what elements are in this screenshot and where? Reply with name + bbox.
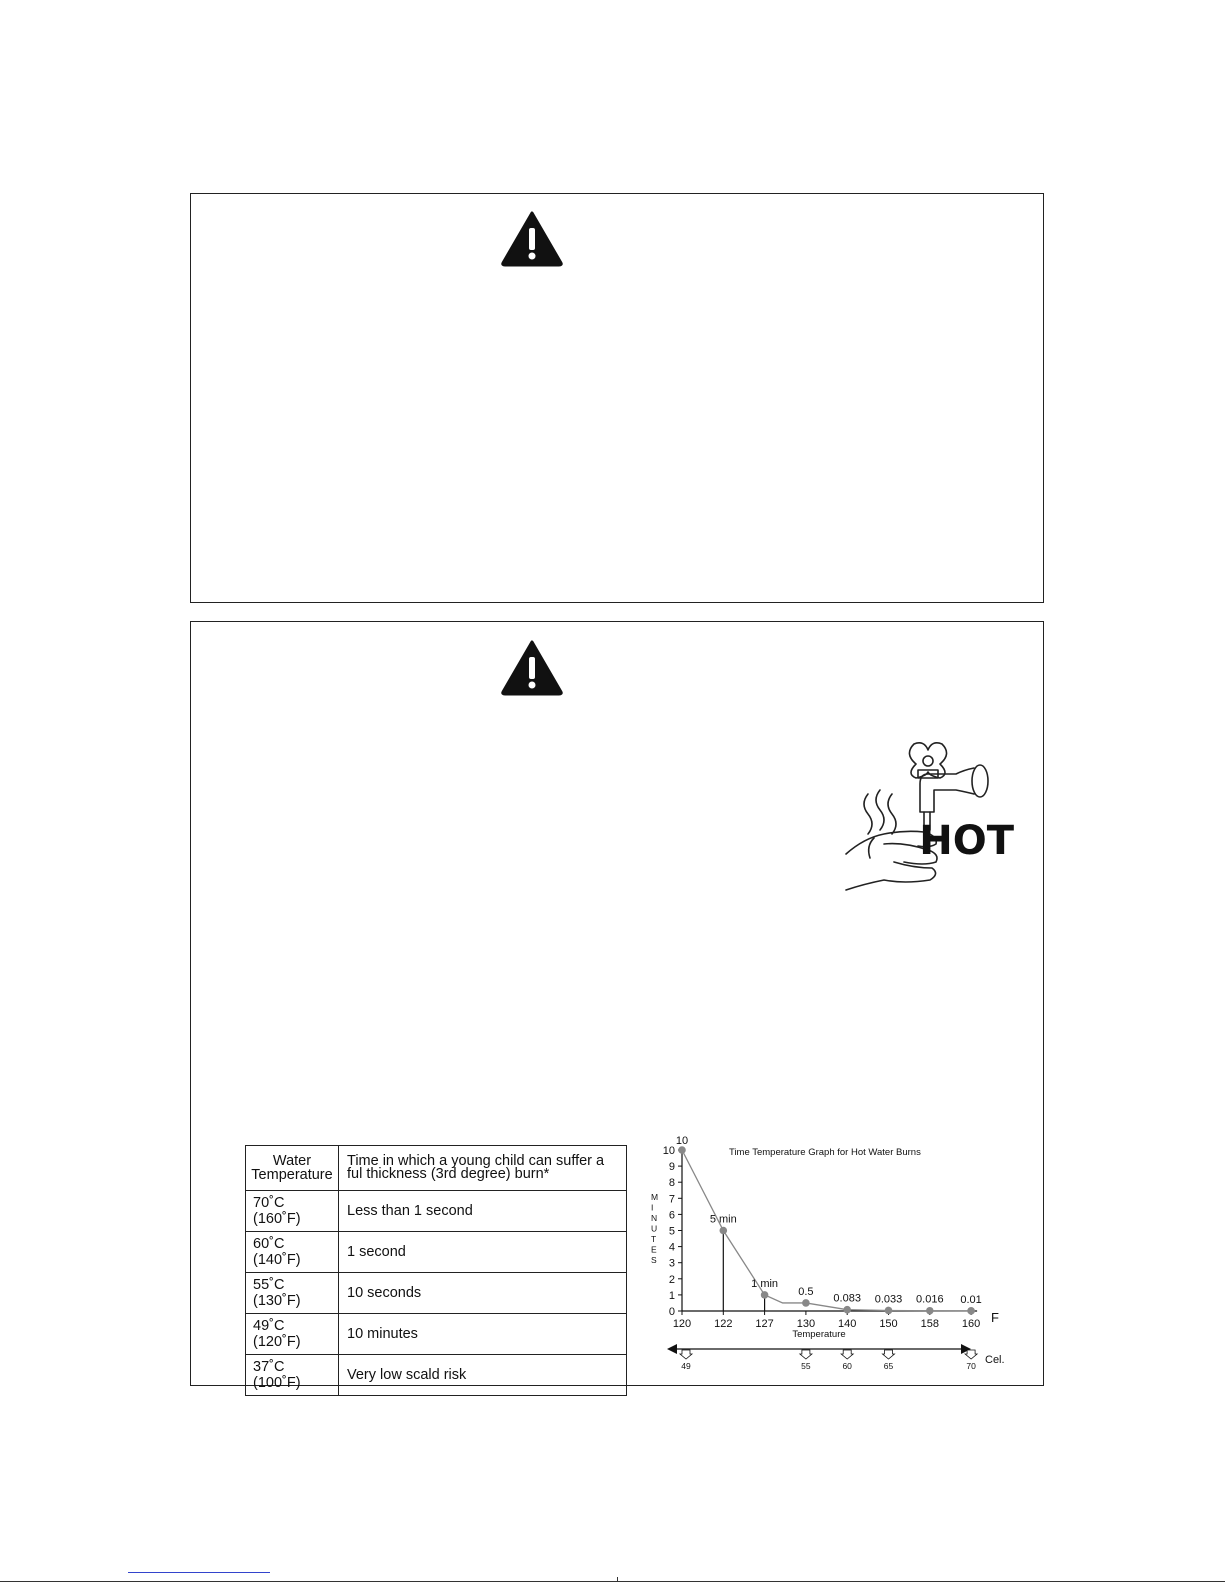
table-cell-temp: 37˚C (100˚F)	[246, 1355, 339, 1396]
table-cell-temp: 70˚C (160˚F)	[246, 1191, 339, 1232]
x-axis-label: Temperature	[792, 1329, 846, 1340]
x-tick-label: 122	[714, 1318, 733, 1330]
warning-triangle-icon	[501, 211, 563, 267]
celsius-tick-arrow	[800, 1350, 812, 1359]
data-point	[843, 1306, 851, 1314]
table-cell-time: Less than 1 second	[339, 1191, 627, 1232]
warning-panel-bottom	[190, 621, 1044, 1391]
celsius-tick-label: 55	[801, 1361, 811, 1371]
y-axis-label-letter: N	[651, 1213, 658, 1223]
y-axis-label-letter: I	[651, 1202, 654, 1213]
table-row	[246, 1355, 627, 1396]
table-cell-temp: 60˚C (140˚F)	[246, 1232, 339, 1273]
celsius-tick-label: 70	[966, 1361, 976, 1371]
data-point	[885, 1307, 893, 1315]
data-label: 0.033	[874, 1293, 903, 1306]
data-label: 1 min	[751, 1277, 779, 1290]
data-label: 0.083	[833, 1292, 861, 1305]
table-cell-temp: 49˚C (120˚F)	[246, 1314, 339, 1355]
data-point	[761, 1291, 769, 1299]
data-label: 10	[675, 1135, 689, 1147]
data-label: 0.5	[798, 1285, 814, 1298]
warning-triangle-icon	[501, 640, 563, 696]
x-tick-label: 160	[961, 1318, 981, 1330]
data-point	[678, 1146, 686, 1154]
table-row	[246, 1232, 627, 1273]
hot-label: HOT	[919, 818, 1014, 864]
celsius-tick-arrow	[883, 1350, 895, 1359]
y-axis-label	[651, 1192, 658, 1265]
celsius-tick-label: 49	[681, 1361, 691, 1371]
x-axis-unit: F	[991, 1310, 999, 1325]
y-tick-label: 1	[668, 1289, 675, 1302]
y-tick-label: 8	[668, 1177, 675, 1190]
celsius-tick-label: 60	[842, 1361, 852, 1371]
y-tick-label: 7	[668, 1193, 675, 1206]
burn-time-table	[245, 1145, 627, 1396]
y-tick-label: 0	[668, 1306, 675, 1318]
table-header-row	[246, 1146, 627, 1191]
table-header-water-temperature: Water Temperature	[246, 1146, 339, 1191]
x-tick-label: 158	[920, 1318, 939, 1330]
table-cell-temp: 55˚C (130˚F)	[246, 1273, 339, 1314]
data-label: 5 min	[709, 1213, 737, 1226]
warning-panel-top	[190, 193, 1044, 603]
chart-title: Time Temperature Graph for Hot Water Burns	[729, 1147, 921, 1158]
table-row	[246, 1273, 627, 1314]
data-point	[802, 1299, 810, 1307]
celsius-tick-label: 65	[883, 1361, 894, 1371]
hot-water-faucet-illustration	[844, 734, 1016, 894]
celsius-tick-arrow	[965, 1350, 977, 1359]
y-tick-label: 2	[668, 1273, 675, 1286]
celsius-arrow-left	[667, 1344, 677, 1354]
x-tick-label: 140	[838, 1318, 857, 1330]
celsius-tick-arrow	[841, 1350, 853, 1359]
y-tick-label: 6	[668, 1209, 675, 1222]
data-point	[720, 1227, 728, 1235]
data-point	[926, 1307, 934, 1315]
y-tick-label: 5	[668, 1225, 675, 1238]
time-temperature-chart	[649, 1130, 1029, 1380]
footer-rule	[0, 1581, 1225, 1582]
data-label: 0.01	[960, 1293, 982, 1306]
y-axis-label-letter: E	[651, 1244, 657, 1255]
table-header-burn-time: Time in which a young child can suffer a ful thickness (3rd degree) burn*	[339, 1146, 627, 1191]
y-tick-label: 3	[668, 1257, 675, 1270]
data-point	[967, 1307, 975, 1315]
table-cell-time: Very low scald risk	[339, 1355, 627, 1396]
x-tick-label: 127	[755, 1318, 774, 1330]
y-tick-label: 10	[662, 1145, 675, 1157]
x-tick-label: 150	[879, 1318, 898, 1330]
table-cell-time: 1 second	[339, 1232, 627, 1273]
table-row	[246, 1191, 627, 1232]
celsius-unit-label: Cel.	[985, 1354, 1005, 1366]
x-tick-label: 130	[796, 1318, 816, 1330]
footer-link-underline	[128, 1566, 270, 1573]
y-tick-label: 4	[668, 1241, 675, 1254]
y-axis-label-letter: S	[651, 1255, 657, 1265]
table-cell-time: 10 minutes	[339, 1314, 627, 1355]
table-row	[246, 1314, 627, 1355]
footer-tick	[617, 1577, 618, 1582]
chart-marks	[676, 1135, 982, 1315]
y-axis-label-letter: T	[651, 1234, 657, 1244]
data-label: 0.016	[916, 1293, 944, 1306]
y-tick-label: 9	[668, 1161, 675, 1174]
table-cell-time: 10 seconds	[339, 1273, 627, 1314]
x-tick-label: 120	[672, 1318, 692, 1330]
celsius-tick-arrow	[680, 1350, 692, 1359]
y-axis-label-letter: U	[651, 1223, 658, 1234]
y-axis-label-letter: M	[651, 1192, 659, 1202]
